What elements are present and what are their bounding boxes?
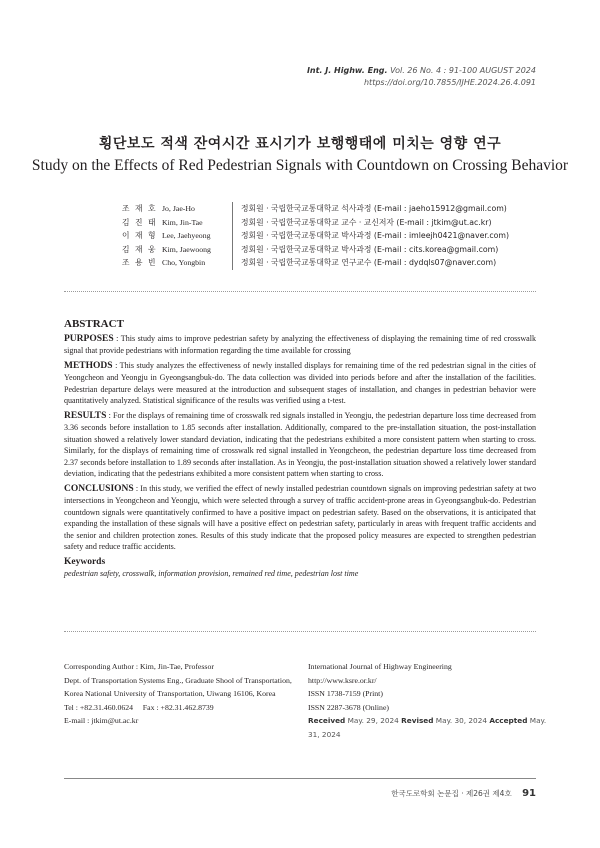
corr-email[interactable]: E-mail : jtkim@ut.ac.kr xyxy=(64,716,139,725)
conclusions-label: CONCLUSIONS xyxy=(64,483,134,494)
author-affiliation: 정회원 · 국립한국교통대학교 박사과정 (E-mail : imleejh0421@naver.com) xyxy=(232,229,509,243)
author-row xyxy=(122,256,509,270)
methods-label: METHODS xyxy=(64,360,113,371)
abstract-methods xyxy=(64,360,536,407)
journal-name: International Journal of Highway Engineering xyxy=(308,662,452,671)
divider-top xyxy=(64,291,536,292)
abstract-section xyxy=(64,319,536,580)
author-name-en: Lee, Jaehyeong xyxy=(162,231,211,240)
divider-bottom xyxy=(64,631,536,632)
footer-series: 한국도로학회 논문집 · 제26권 제4호 xyxy=(391,789,512,798)
author-row xyxy=(122,202,509,216)
journal-info xyxy=(308,660,548,741)
abstract-conclusions xyxy=(64,483,536,553)
author-name-ko: 조 용 빈 xyxy=(122,258,158,267)
corr-line: Tel : +82.31.460.0624 Fax : +82.31.462.8739 xyxy=(64,702,214,712)
journal-citation: Int. J. Highw. Eng. Vol. 26 No. 4 : 91-100 AUGUST 2024 xyxy=(306,66,536,75)
author-affiliation: 정회원 · 국립한국교통대학교 석사과정 (E-mail : jaeho15912@gmail.com) xyxy=(232,202,507,216)
revised-label: Revised xyxy=(401,716,434,725)
abstract-purposes xyxy=(64,333,536,357)
author-name-en: Cho, Yongbin xyxy=(162,258,206,267)
page-footer xyxy=(391,788,536,799)
author-list xyxy=(122,202,509,270)
corr-line: Corresponding Author : Kim, Jin-Tae, Professor xyxy=(64,662,214,671)
author-name-en: Jo, Jae-Ho xyxy=(162,204,195,213)
author-name-ko: 이 재 형 xyxy=(122,231,158,240)
author-name-en: Kim, Jin-Tae xyxy=(162,217,203,227)
issn-online: ISSN 2287-3678 (Online) xyxy=(308,702,389,712)
revised-date: May. 30, 2024 xyxy=(435,716,487,725)
author-affiliation: 정회원 · 국립한국교통대학교 박사과정 (E-mail : cits.korea@gmail.com) xyxy=(232,243,498,257)
corr-line: Dept. of Transportation Systems Eng., Graduate Shool of Transportation, xyxy=(64,675,292,685)
results-text: : For the displays of remaining time of crosswalk red signals installed in Yeongju, the pedestrian departure loss time decreased from 3.36 seconds before installation to 1.85 seconds after installation. Additionally, compared to the pre-installation situation, the post-installation situation showed a relatively lower standard deviation, indicating that the pedestrians exhibited a more consistent pattern when starting to cross. Similarly, for the displays of remaining time of crosswalk red signal installed in Yeongcheon, the pedestrian departure loss time decreased from 2.37 seconds before installation to 1.89 seconds after installation. As in Yeongju, the post-installation situation showed a relatively lower standard deviation, indicating that the pedestrians exhibited a more consistent pattern when starting to cross. xyxy=(64,410,536,478)
corresponding-author xyxy=(64,660,304,728)
author-name-ko: 조 재 호 xyxy=(122,204,158,213)
accepted-label: Accepted xyxy=(489,716,528,725)
author-name-ko: 김 진 태 xyxy=(122,217,158,227)
doi-link[interactable]: https://doi.org/10.7855/IJHE.2024.26.4.091 xyxy=(363,78,536,87)
results-label: RESULTS xyxy=(64,410,107,421)
title-english: Study on the Effects of Red Pedestrian Signals with Countdown on Crossing Behavior xyxy=(31,157,569,174)
keywords-text: pedestrian safety, crosswalk, information provision, remained red time, pedestrian lost time xyxy=(64,569,359,578)
accepted-date: May. 31, 2024 xyxy=(308,716,547,739)
journal-url[interactable]: http://www.ksre.or.kr/ xyxy=(308,675,377,685)
title-korean: 횡단보도 적색 잔여시간 표시기가 보행행태에 미치는 영향 연구 xyxy=(98,136,502,152)
journal-header xyxy=(307,65,536,89)
received-date: May. 29, 2024 xyxy=(347,716,399,725)
dates-row xyxy=(308,714,548,741)
author-row xyxy=(122,229,509,243)
purposes-text: : This study aims to improve pedestrian safety by analyzing the effectiveness of displaying the remaining time of red crosswalk signal that provide pedestrians with information regarding the time available for crossing xyxy=(64,333,536,355)
author-name-en: Kim, Jaewoong xyxy=(162,244,211,254)
author-affiliation: 정회원 · 국립한국교통대학교 교수 · 교신저자 (E-mail : jtkim@ut.ac.kr) xyxy=(232,216,492,230)
footer-rule xyxy=(64,778,536,779)
author-affiliation: 정회원 · 국립한국교통대학교 연구교수 (E-mail : dydqls07@naver.com) xyxy=(232,256,496,270)
abstract-heading: ABSTRACT xyxy=(64,318,124,330)
author-row xyxy=(122,243,509,257)
page-number: 91 xyxy=(522,788,536,799)
abstract-results xyxy=(64,410,536,480)
methods-text: : This study analyzes the effectiveness of newly installed displays for remaining time of the red pedestrian signal in the cities of Yeongcheon and Yeongju in Gyeongsangbuk-do. The data collection was divided into periods before and after the installation of the facilities. Pedestrian departure delays were measured at the introduction and subsequent stages of installation, and changes in pedestrian behavior were quantitatively analyzed. Statistical significance of the results was verified using a t-test. xyxy=(64,360,536,405)
issn-print: ISSN 1738-7159 (Print) xyxy=(308,689,383,698)
purposes-label: PURPOSES xyxy=(64,333,114,344)
received-label: Received xyxy=(308,716,346,725)
conclusions-text: : In this study, we verified the effect of newly installed pedestrian countdown signals on improving pedestrian safety at two intersections in Yeongcheon and Yeongju, which were selected through a survey of traffic accident-prone areas in Gyeongsangbuk-do. Pedestrian countdown signals were quantitatively confirmed to have a positive impact on pedestrian safety. Based on the observations, it is anticipated that expanding the installation of these signals will have a positive effect on pedestrian safety, particularly in areas with frequent traffic accidents and the senior and children protection zones. Results of this study indicate that the proposed policy measures are expected to strengthen pedestrian safety and reduce traffic accidents. xyxy=(64,483,536,551)
author-name-ko: 김 재 웅 xyxy=(122,244,158,254)
author-row xyxy=(122,216,509,230)
keywords-heading: Keywords xyxy=(64,556,106,567)
corr-line: Korea National University of Transportation, Uiwang 16106, Korea xyxy=(64,689,276,698)
